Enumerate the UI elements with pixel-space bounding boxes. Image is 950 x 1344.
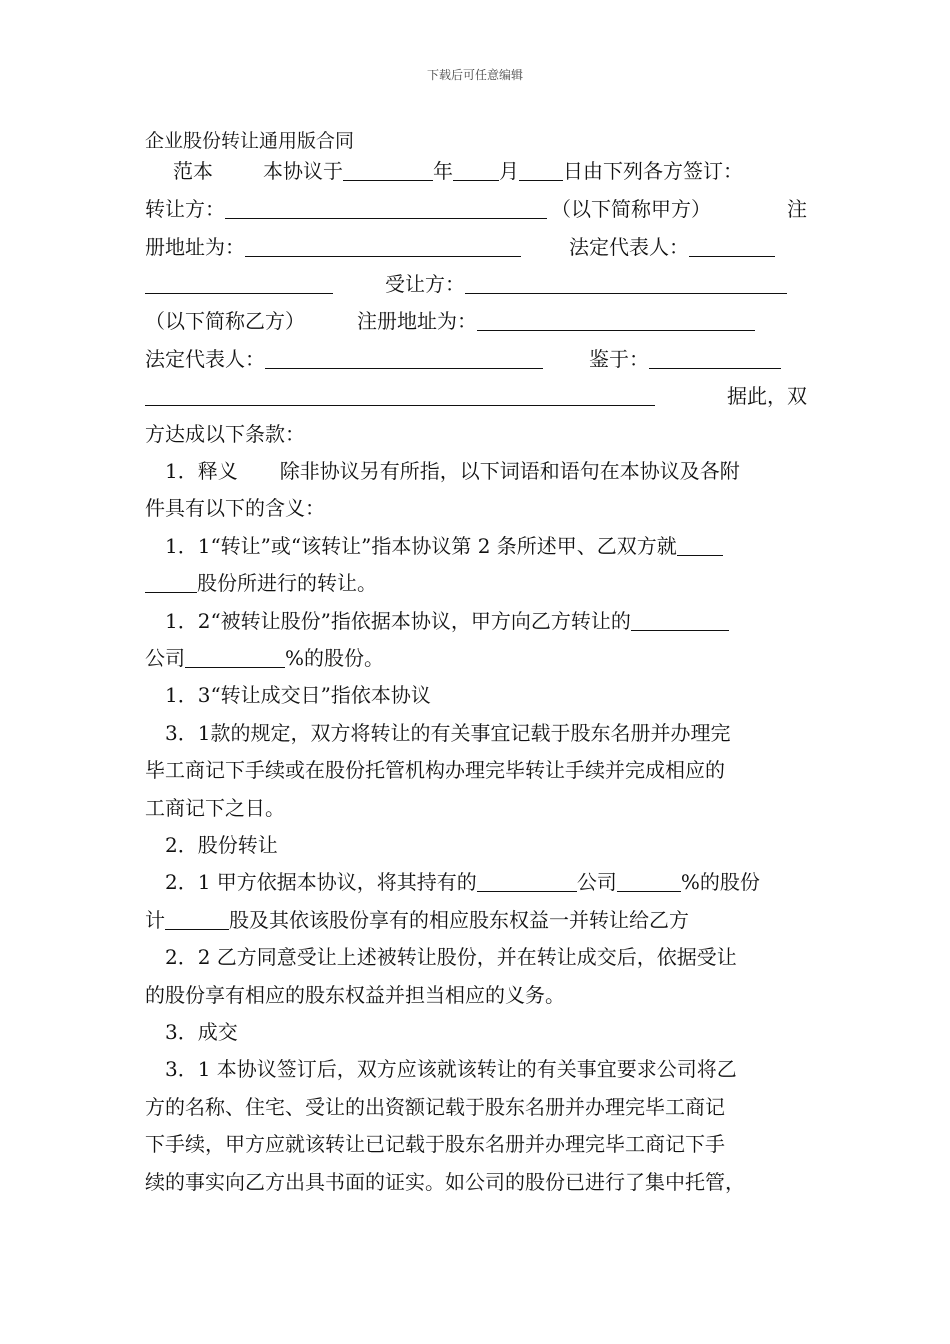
text-definitions: 除非协议另有所指，以下词语和语句在本协议及各附 bbox=[279, 459, 740, 483]
text-transferee: 受让方： bbox=[385, 272, 465, 296]
blank-transferee[interactable] bbox=[465, 271, 787, 294]
line-3 bbox=[145, 232, 807, 262]
line-8: 方达成以下条款： bbox=[145, 422, 305, 446]
line-28: 续的事实向乙方出具书面的证实。如公司的股份已进行了集中托管， bbox=[145, 1170, 745, 1194]
text-reg-address-b: 注册地址为： bbox=[357, 309, 477, 333]
blank-percent[interactable] bbox=[185, 645, 285, 668]
text-company: 公司 bbox=[145, 646, 185, 670]
blank-legal-rep-a-cont[interactable] bbox=[145, 271, 333, 294]
text-zhu: 注 bbox=[787, 197, 807, 221]
line-23: 的股份享有相应的股东权益并担当相应的义务。 bbox=[145, 983, 565, 1007]
text-whereas: 鉴于： bbox=[589, 347, 649, 371]
blank-whereas-cont[interactable] bbox=[145, 383, 655, 406]
line-7 bbox=[145, 381, 807, 411]
blank-clause-1-1-cont[interactable] bbox=[145, 570, 197, 593]
line-24 bbox=[145, 1017, 807, 1047]
blank-transferor[interactable] bbox=[225, 196, 547, 219]
text-year: 年 bbox=[433, 159, 453, 183]
blank-whereas[interactable] bbox=[649, 346, 781, 369]
line-17: 毕工商记下手续或在股份托管机构办理完毕转让手续并完成相应的 bbox=[145, 758, 725, 782]
text-total: 计 bbox=[145, 908, 165, 932]
text-legal-rep-b: 法定代表人： bbox=[145, 347, 265, 371]
text-section-2: 2．股份转让 bbox=[165, 833, 278, 857]
line-26: 方的名称、住宅、受让的出资额记载于股东名册并办理完毕工商记 bbox=[145, 1095, 725, 1119]
blank-legal-rep-a[interactable] bbox=[689, 234, 775, 257]
text-clause-1-1: 1．1“转让”或“该转让”指本协议第 2 条所述甲、乙双方就 bbox=[165, 534, 677, 558]
text-party-a: （以下简称甲方） bbox=[551, 197, 711, 221]
blank-clause-1-1[interactable] bbox=[677, 533, 723, 556]
line-21 bbox=[145, 905, 807, 935]
text-day-signed: 日由下列各方签订： bbox=[563, 159, 743, 183]
blank-reg-address-b[interactable] bbox=[477, 308, 755, 331]
text-shares-transfer: 股及其依该股份享有的相应股东权益一并转让给乙方 bbox=[229, 908, 689, 932]
blank-clause-1-2[interactable] bbox=[631, 608, 729, 631]
line-15 bbox=[145, 680, 807, 710]
text-percent-2-1: %的股份 bbox=[680, 870, 760, 894]
line-13 bbox=[145, 606, 807, 636]
line-2 bbox=[145, 194, 807, 224]
line-6 bbox=[145, 344, 807, 374]
page-header: 下载后可任意编辑 bbox=[426, 68, 523, 82]
text-sample: 范本 bbox=[173, 159, 213, 183]
text-clause-1-2: 1．2“被转让股份”指依据本协议，甲方向乙方转让的 bbox=[165, 609, 631, 633]
line-11 bbox=[145, 531, 807, 561]
line-10: 件具有以下的含义： bbox=[145, 496, 325, 520]
text-clause-1-3: 1．3“转让成交日”指依本协议 bbox=[165, 683, 431, 707]
line-4 bbox=[145, 269, 807, 299]
line-25 bbox=[145, 1054, 807, 1084]
text-clause-3-1: 3．1 本协议签订后，双方应该就该转让的有关事宜要求公司将乙 bbox=[165, 1057, 737, 1081]
blank-legal-rep-b[interactable] bbox=[265, 346, 543, 369]
text-section-1: 1．释义 bbox=[165, 459, 238, 483]
blank-percent-2-1[interactable] bbox=[617, 869, 681, 892]
line-14 bbox=[145, 643, 807, 673]
text-month: 月 bbox=[499, 159, 519, 183]
text-percent-shares: %的股份。 bbox=[285, 646, 385, 670]
document-title: 企业股份转让通用版合同 bbox=[145, 130, 355, 152]
text-clause-2-2: 2．2 乙方同意受让上述被转让股份，并在转让成交后，依据受让 bbox=[165, 945, 737, 969]
text-accordingly: 据此，双 bbox=[727, 384, 807, 408]
line-19 bbox=[145, 830, 807, 860]
line-5 bbox=[145, 306, 807, 336]
line-22 bbox=[145, 942, 807, 972]
text-company-2-1: 公司 bbox=[576, 870, 617, 894]
blank-year[interactable] bbox=[343, 158, 433, 181]
text-section-3: 3．成交 bbox=[165, 1020, 238, 1044]
text-clause-2-1: 2．1 甲方依据本协议，将其持有的 bbox=[165, 870, 477, 894]
text-reg-address: 册地址为： bbox=[145, 235, 245, 259]
text-transferor: 转让方： bbox=[145, 197, 225, 221]
line-18: 工商记下之日。 bbox=[145, 796, 285, 820]
text-agreement-on: 本协议于 bbox=[263, 159, 343, 183]
blank-day[interactable] bbox=[519, 158, 563, 181]
blank-share-count[interactable] bbox=[165, 907, 229, 930]
blank-reg-address-a[interactable] bbox=[245, 234, 521, 257]
line-16 bbox=[145, 718, 807, 748]
line-27: 下手续，甲方应就该转让已记载于股东名册并办理完毕工商记下手 bbox=[145, 1132, 725, 1156]
text-party-b: （以下简称乙方） bbox=[145, 309, 305, 333]
line-1 bbox=[145, 156, 807, 186]
line-12 bbox=[145, 568, 807, 598]
blank-company-2-1[interactable] bbox=[477, 869, 577, 892]
line-9 bbox=[145, 456, 807, 486]
line-20 bbox=[145, 867, 807, 897]
text-clause-1-1-cont: 股份所进行的转让。 bbox=[197, 571, 377, 595]
blank-month[interactable] bbox=[453, 158, 499, 181]
text-legal-rep: 法定代表人： bbox=[569, 235, 689, 259]
text-clause-3-1-ref: 3．1款的规定，双方将转让的有关事宜记载于股东名册并办理完 bbox=[165, 721, 731, 745]
